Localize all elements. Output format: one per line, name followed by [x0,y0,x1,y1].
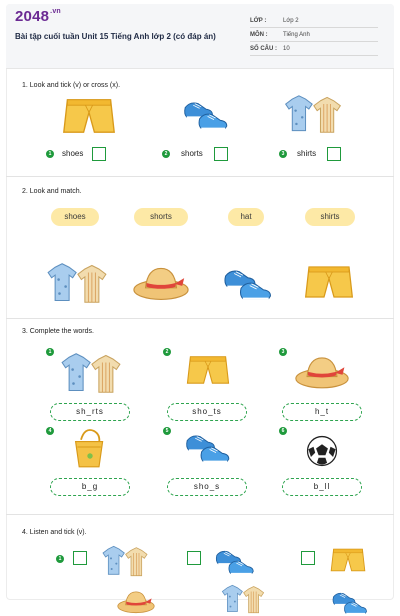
bag-icon [72,424,108,470]
match-word-pill[interactable]: shorts [134,208,188,226]
option-word: shirts [297,149,317,158]
item-number-badge: 1 [46,150,54,158]
site-logo[interactable]: $2048^{.vn}$ [15,8,61,25]
answer-checkbox[interactable] [214,147,228,161]
shoes-icon[interactable] [222,264,274,302]
word-blank-field[interactable]: b_g [50,478,130,496]
meta-label-count: SỐ CÂU : [250,46,277,52]
shoes-icon [184,428,232,466]
word-blank-field[interactable]: sho_ts [167,403,247,421]
word-blank-field[interactable]: sho_s [167,478,247,496]
answer-checkbox[interactable] [73,551,87,565]
section-divider [6,318,394,319]
answer-checkbox[interactable] [327,147,341,161]
meta-line [250,27,378,28]
shirts-icon[interactable] [42,262,112,304]
shirts-icon [284,94,342,134]
shirts-icon [56,352,126,394]
document-title: Bài tập cuối tuần Unit 15 Tiếng Anh lớp 2 (có đáp án) [15,32,216,41]
item-number-badge: 6 [279,427,287,435]
match-word-pill[interactable]: shirts [305,208,355,226]
section-divider [6,176,394,177]
shoes-icon [182,96,230,132]
meta-value-class: Lớp 2 [283,18,299,24]
word-blank-field[interactable]: sh_rts [50,403,130,421]
shorts-icon [62,95,116,137]
ball-icon [305,434,339,468]
option-word: shorts [181,149,203,158]
shorts-icon[interactable] [304,262,354,302]
item-number-badge: 4 [46,427,54,435]
shorts-icon [186,352,230,388]
question-1-instruction: 1. Look and tick (v) or cross (x). [22,82,121,89]
word-blank-field[interactable]: b_ll [282,478,362,496]
item-number-badge: 1 [56,555,64,563]
question-4-instruction: 4. Listen and tick (v). [22,529,87,536]
meta-label-subject: MÔN : [250,32,268,38]
hat-icon[interactable] [132,262,190,302]
question-2-instruction: 2. Look and match. [22,188,82,195]
meta-line [250,41,378,42]
item-number-badge: 2 [163,348,171,356]
item-number-badge: 3 [279,150,287,158]
question-3-instruction: 3. Complete the words. [22,328,94,335]
shoes-icon [214,545,256,577]
meta-line [250,55,378,56]
item-number-badge: 1 [46,348,54,356]
shorts-icon [330,545,366,575]
meta-value-subject: Tiếng Anh [283,32,310,38]
hat-icon [294,352,350,390]
answer-checkbox[interactable] [187,551,201,565]
shoes-icon [330,588,370,616]
match-word-pill[interactable]: shoes [51,208,99,226]
word-blank-field[interactable]: h_t [282,403,362,421]
item-number-badge: 3 [279,348,287,356]
meta-label-class: LỚP : [250,18,267,24]
answer-checkbox[interactable] [301,551,315,565]
shirts-icon [216,584,270,614]
answer-checkbox[interactable] [92,147,106,161]
hat-icon [116,588,156,614]
option-word: shoes [62,149,84,158]
section-divider [6,514,394,515]
match-word-pill[interactable]: hat [228,208,264,226]
shirts-icon [98,545,152,577]
meta-value-count: 10 [283,46,290,52]
item-number-badge: 2 [162,150,170,158]
item-number-badge: 5 [163,427,171,435]
